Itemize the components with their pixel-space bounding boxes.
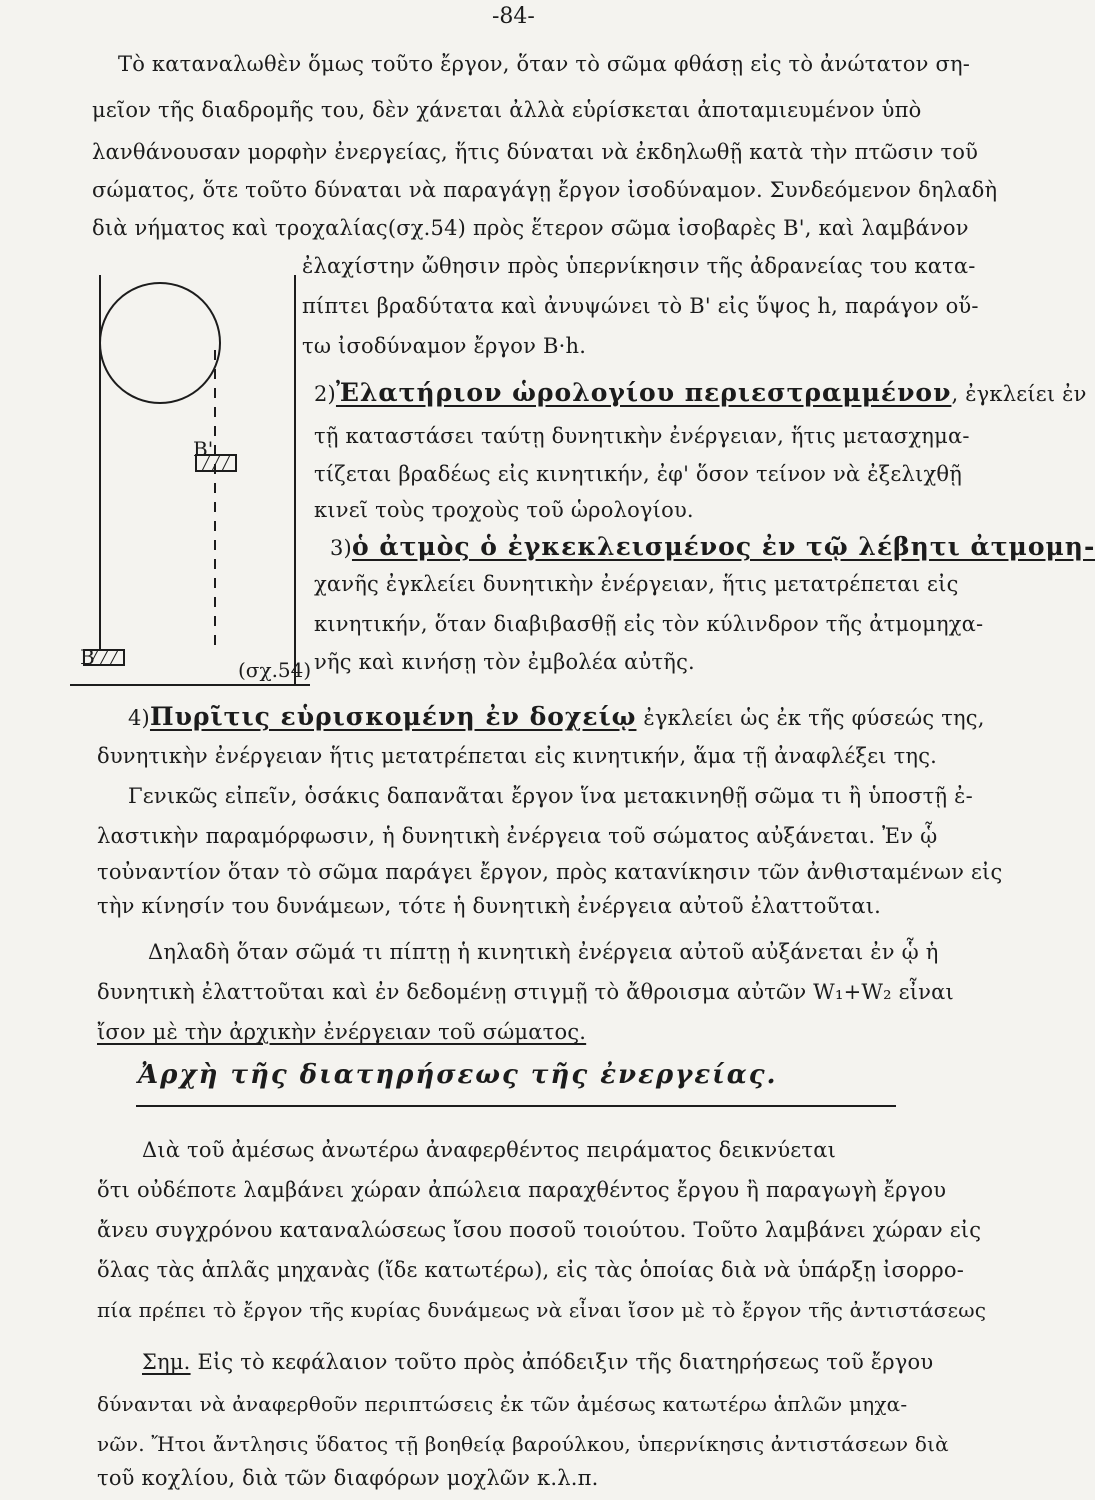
item-heading: Πυρῖτις εὑρισκομένη ἐν δοχείῳ <box>149 702 637 731</box>
section-title-underline <box>136 1105 896 1107</box>
section-title: Ἀρχὴ τῆς διατηρήσεως τῆς ἐνεργείας. <box>138 1060 778 1090</box>
item-4-first-line <box>128 702 985 731</box>
text-line: πίπτει βραδύτατα καὶ ἀνυψώνει τὸ Β' εἰς ὕψος h, παράγον οὕ- <box>302 294 979 318</box>
pulley-figure <box>70 255 320 700</box>
label-b: Β <box>80 645 95 669</box>
item-3-first-line <box>330 532 1095 561</box>
note-label: Σημ. <box>142 1350 191 1374</box>
text-line: τοῦ κοχλίου, διὰ τῶν διαφόρων μοχλῶν κ.λ.π. <box>97 1466 599 1490</box>
text-line: νῶν. Ἤτοι ἄντλησις ὕδατος τῇ βοηθείᾳ βαρούλκου, ὑπερνίκησις ἀντιστάσεων διὰ <box>97 1432 949 1456</box>
text-line: πία πρέπει τὸ ἔργον τῆς κυρίας δυνάμεως νὰ εἶναι ἴσον μὲ τὸ ἔργον τῆς ἀντιστάσεως <box>97 1298 987 1322</box>
text-line: δυνητικὴν ἐνέργειαν ἥτις μετατρέπεται εἰς κινητικήν, ἅμα τῇ ἀναφλέξει της. <box>97 744 938 768</box>
item-heading: ὁ ἀτμὸς ὁ ἐγκεκλεισμένος ἐν τῷ λέβητι ἀτμομη- <box>351 532 1095 561</box>
text-line: ἄνευ συγχρόνου καταναλώσεως ἴσου ποσοῦ τοιούτου. Τοῦτο λαμβάνει χώραν εἰς <box>97 1218 982 1242</box>
item-text: ἐγκλείει ὡς ἐκ τῆς φύσεώς της, <box>636 706 985 730</box>
text-line: τὴν κίνησίν του δυνάμεων, τότε ἡ δυνητικὴ ἐνέργεια αὐτοῦ ἐλαττοῦται. <box>97 894 882 918</box>
text-line: δύνανται νὰ ἀναφερθοῦν περιπτώσεις ἐκ τῶν ἀμέσως κατωτέρω ἁπλῶν μηχα- <box>97 1392 908 1416</box>
text-line: τοὐναντίον ὅταν τὸ σῶμα παράγει ἔργον, πρὸς καταvίκησιν τῶν ἀνθισταμένων εἰς <box>97 860 1003 884</box>
text-line: ὅλας τὰς ἁπλᾶς μηχανὰς (ἴδε κατωτέρω), εἰς τὰς ὁποίας διὰ νὰ ὑπάρξῃ ἰσορρο- <box>97 1258 965 1282</box>
text-line: Διὰ τοῦ ἀμέσως ἀνωτέρω ἀναφερθέντος πειράματος δεικνύεται <box>142 1138 837 1162</box>
text-line: μεῖον τῆς διαδρομῆς του, δὲν χάνεται ἀλλὰ εὑρίσκεται ἀποταμιευμένον ὑπὸ <box>92 98 922 122</box>
text-line: διὰ νήματος καὶ τροχαλίας(σχ.54) πρὸς ἕτερον σῶμα ἰσοβαρὲς Β', καὶ λαμβάνον <box>92 216 969 240</box>
item-2-first-line <box>314 378 1087 407</box>
text-line: δυνητικὴ ἐλαττοῦται καὶ ἐν δεδομένῃ στιγμῇ τὸ ἄθροισμα αὐτῶν W₁+W₂ εἶναι <box>97 980 954 1004</box>
text-line: νῆς καὶ κινήσῃ τὸν ἐμβολέα αὐτῆς. <box>314 650 695 674</box>
text-line: λανθάνουσαν μορφὴν ἐνεργείας, ἥτις δύναται νὰ ἐκδηλωθῇ κατὰ τὴν πτῶσιν τοῦ <box>92 140 979 164</box>
item-number: 3) <box>330 536 352 560</box>
text-line: τῇ καταστάσει ταύτῃ δυνητικὴν ἐνέργειαν, ἥτις μετασχημα- <box>314 424 970 448</box>
text-line: χανῆς ἐγκλείει δυνητικὴν ἐνέργειαν, ἥτις μετατρέπεται εἰς <box>314 572 959 596</box>
item-number: 2) <box>314 382 336 406</box>
item-text: , ἐγκλείει ἐν <box>951 382 1087 406</box>
item-number: 4) <box>128 706 150 730</box>
text-line: ἐλαχίστην ὤθησιν πρὸς ὑπερνίκησιν τῆς ἀδρανείας του κατα- <box>302 254 976 278</box>
text-line: Γενικῶς εἰπεῖν, ὁσάκις δαπανᾶται ἔργον ἵνα μετακινηθῇ σῶμα τι ἢ ὑποστῇ ἐ- <box>128 784 973 808</box>
figure-caption: (σχ.54) <box>238 658 312 682</box>
text-line: ὅτι οὐδέποτε λαμβάνει χώραν ἀπώλεια παραχθέντος ἔργου ἢ παραγωγὴ ἔργου <box>97 1178 947 1202</box>
pulley-wheel <box>100 283 220 403</box>
page-number: -84- <box>492 4 535 29</box>
text-line: τω ἰσοδύναμον ἔργον Β·h. <box>302 334 587 358</box>
text-line: Τὸ καταναλωθὲν ὅμως τοῦτο ἔργον, ὅταν τὸ σῶμα φθάσῃ εἰς τὸ ἀνώτατον ση- <box>118 52 971 76</box>
text-line: Δηλαδὴ ὅταν σῶμά τι πίπτῃ ἡ κινητικὴ ἐνέργεια αὐτοῦ αὐξάνεται ἐν ᾧ ἡ <box>148 940 939 964</box>
text-line: κινεῖ τοὺς τροχοὺς τοῦ ὡρολογίου. <box>314 498 694 522</box>
text-line: λαστικὴν παραμόρφωσιν, ἡ δυνητικὴ ἐνέργεια τοῦ σώματος αὐξάνεται. Ἐν ᾧ <box>97 824 938 848</box>
text-line: σώματος, ὅτε τοῦτο δύναται νὰ παραγάγῃ ἔργον ἰσοδύναμον. Συνδεόμενον δηλαδὴ <box>92 178 998 202</box>
text-line: τίζεται βραδέως εἰς κινητικήν, ἐφ' ὅσον τείνον νὰ ἐξελιχθῇ <box>314 462 962 486</box>
note-text: Εἰς τὸ κεφάλαιον τοῦτο πρὸς ἀπόδειξιν τῆς διατηρήσεως τοῦ ἔργου <box>190 1350 934 1374</box>
label-b-prime: Β' <box>193 437 214 461</box>
item-heading: Ἐλατήριον ὡρολογίου περιεστραμμένον <box>335 378 952 407</box>
note-first-line <box>142 1350 933 1374</box>
text-line: ἴσον μὲ τὴν ἀρχικὴν ἐνέργειαν τοῦ σώματος. <box>97 1020 587 1044</box>
text-line: κινητικήν, ὅταν διαβιβασθῇ εἰς τὸν κύλινδρον τῆς ἀτμομηχα- <box>314 612 984 636</box>
